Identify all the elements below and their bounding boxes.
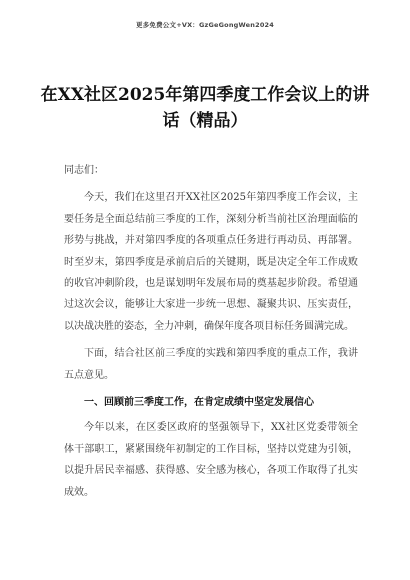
section-heading: 一、回顾前三季度工作，在肯定成绩中坚定发展信心 <box>84 397 314 409</box>
salutation: 同志们： <box>64 165 104 176</box>
header-note: 更多免费公文+VX：GzGeGongWen2024 <box>136 21 274 29</box>
document-title: 在XX社区2025年第四季度工作会议上的讲话（精品） <box>40 85 370 131</box>
paragraph-intro: 今天，我们在这里召开XX社区2025年第四季度工作会议，主要任务是全面总结前三季度的工作，深刻分析当前社区治理面临的形势与挑战，并对第四季度的各项重点任务进行再动员、再部署。时至岁末，第四季度是承前启后的关键期，既是决定全年工作成败的收官冲刺阶段，也是谋划明年发展布局的奠基起步阶段。希望通过这次会议，能够让大家进一步统一思想、凝聚共识、压实责任，以决战决胜的姿态，全力冲刺，确保年度各项目标任务圆满完成。 <box>64 192 358 332</box>
paragraph-outline: 下面，结合社区前三季度的实践和第四季度的重点工作，我讲五点意见。 <box>64 348 358 381</box>
paragraph-section-one: 今年以来，在区委区政府的坚强领导下，XX社区党委带领全体干部职工，紧紧围绕年初制定的工作目标，坚持以党建为引领，以提升居民幸福感、获得感、安全感为核心，各项工作取得了扎实成效。 <box>64 422 358 498</box>
document-body <box>64 160 358 503</box>
